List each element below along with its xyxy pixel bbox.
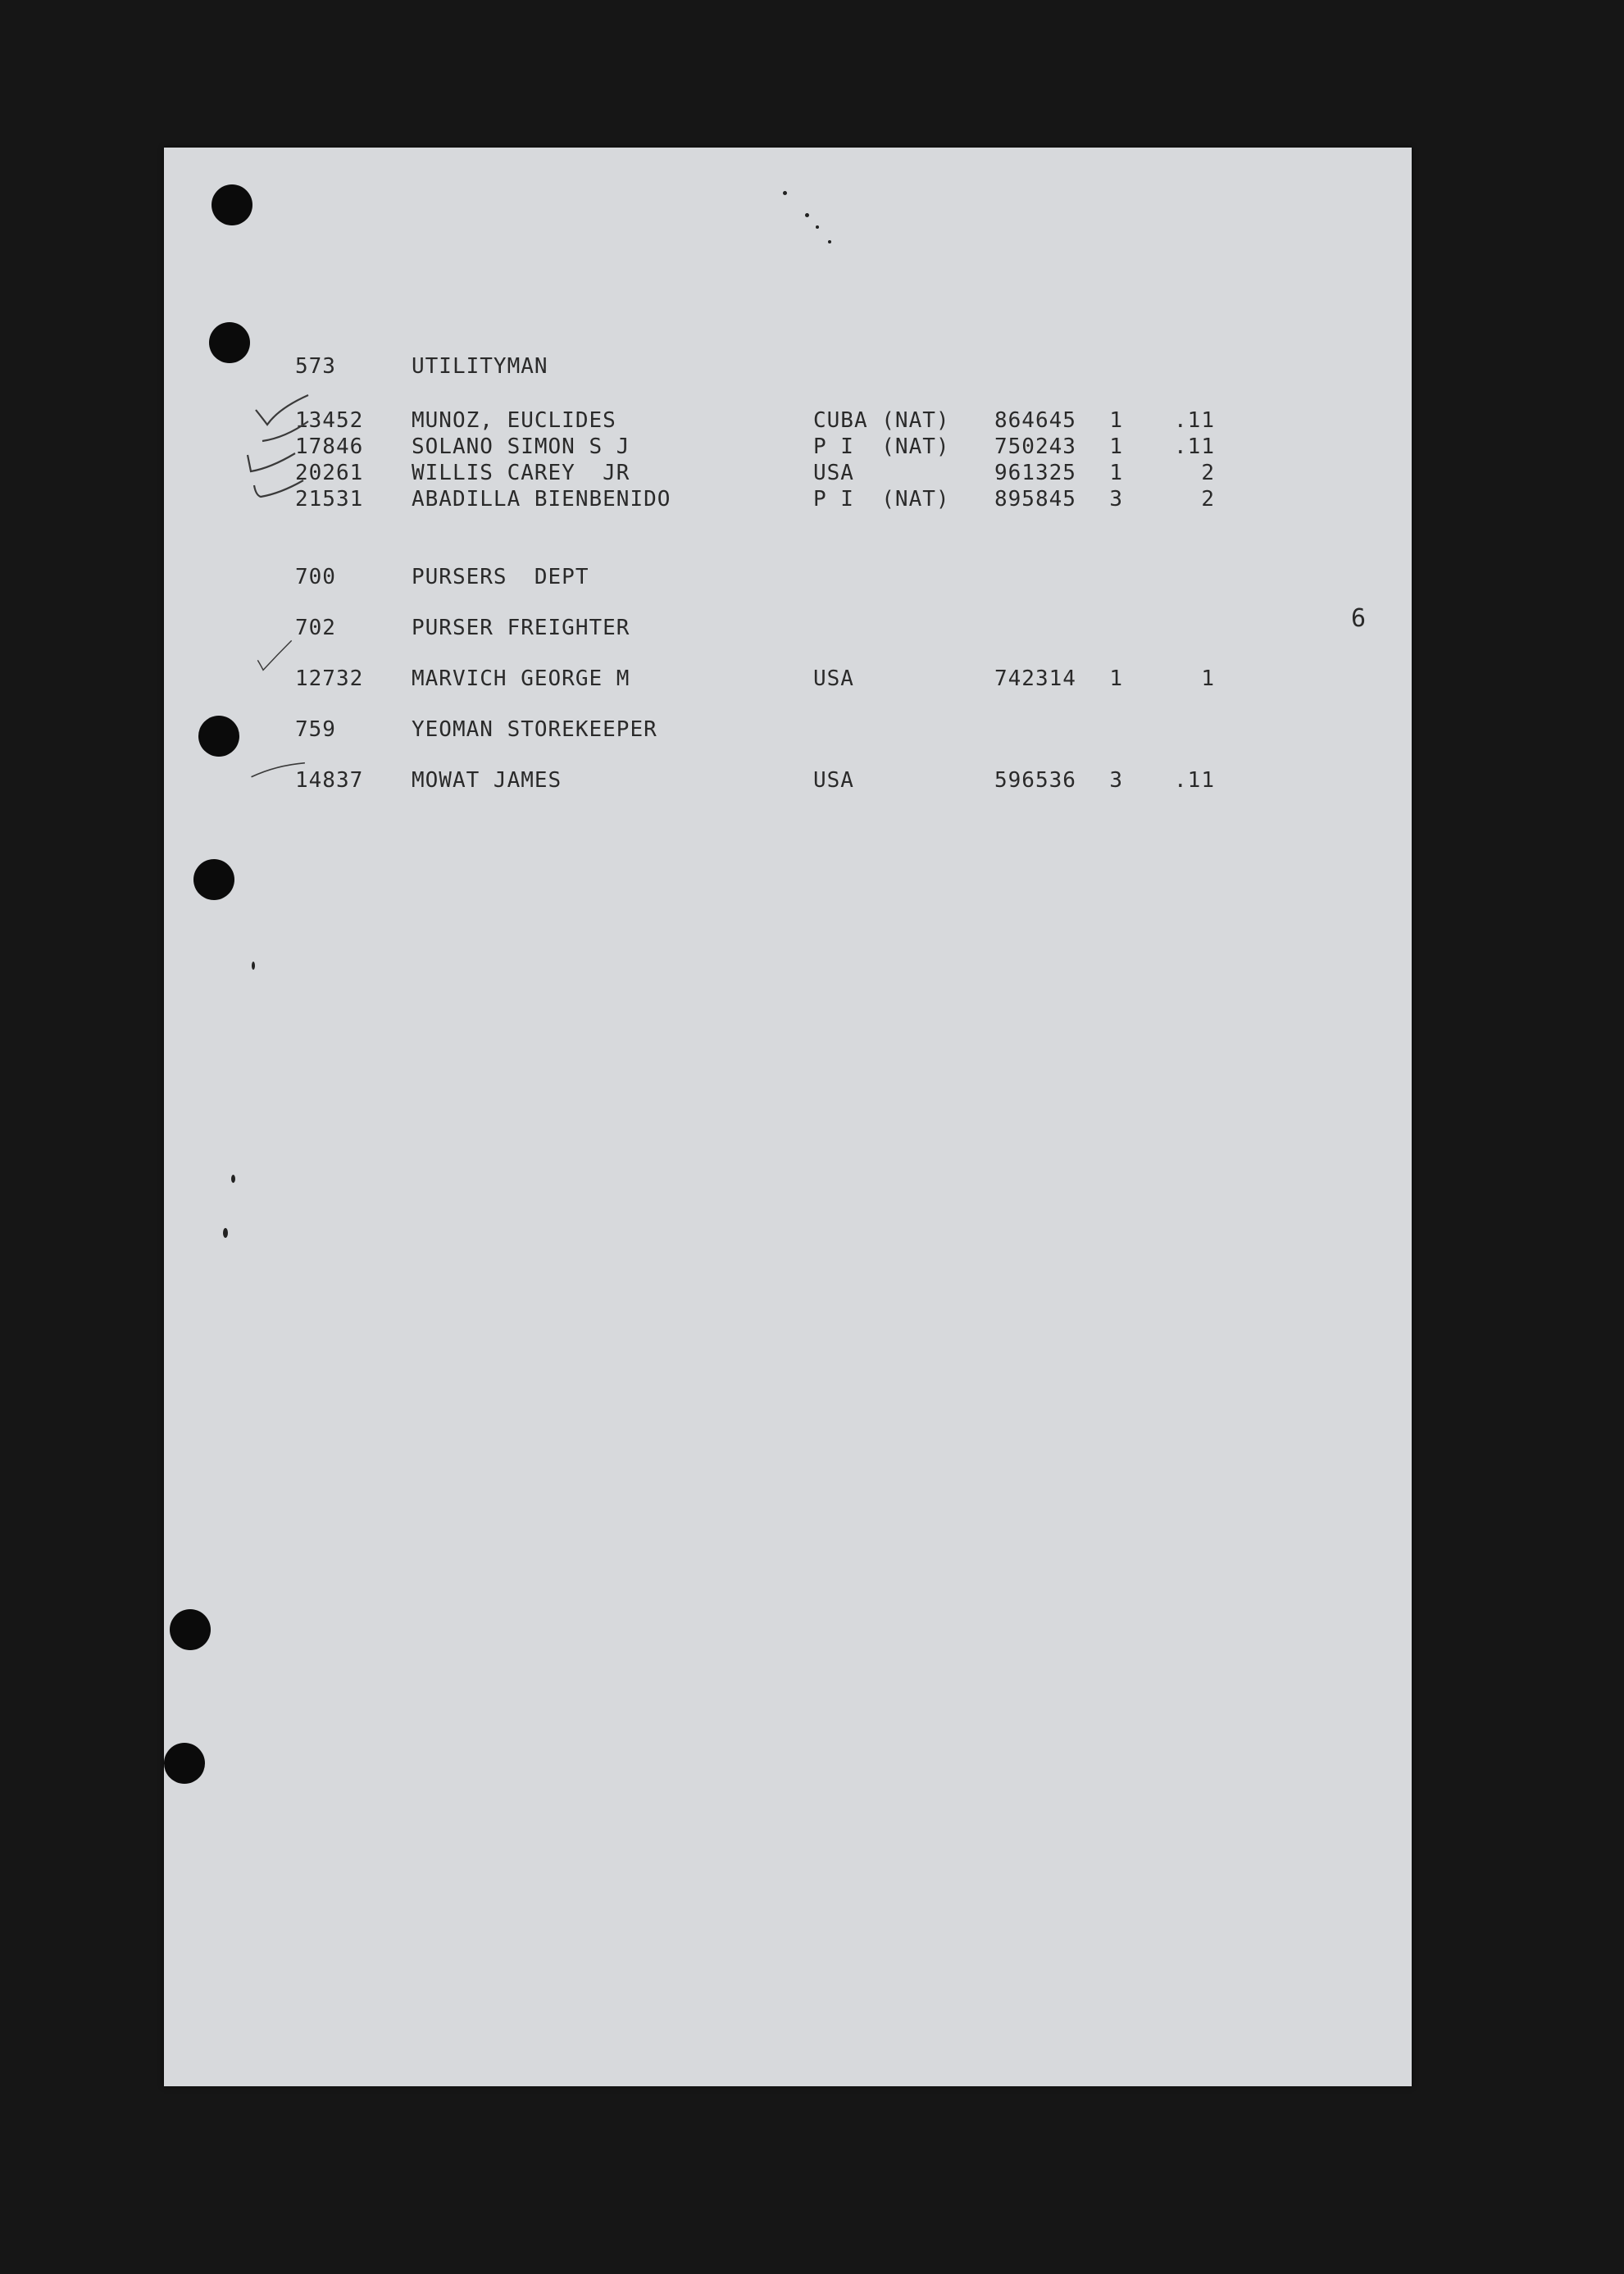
row-number: 961325 xyxy=(994,461,1076,485)
section-title: PURSER FREIGHTER xyxy=(412,616,630,640)
row-nationality: P I (NAT) xyxy=(813,487,950,512)
binder-hole xyxy=(164,1743,205,1784)
section-code: 700 xyxy=(295,565,336,589)
row-number: 750243 xyxy=(994,434,1076,459)
speck xyxy=(783,191,787,195)
row-number: 742314 xyxy=(994,666,1076,691)
row-col-a: 1 xyxy=(1109,408,1123,433)
row-col-a: 1 xyxy=(1109,666,1123,691)
row-col-a: 3 xyxy=(1109,768,1123,793)
row-col-a: 1 xyxy=(1109,434,1123,459)
row-nationality: USA xyxy=(813,768,854,793)
row-nationality: USA xyxy=(813,461,854,485)
row-id: 21531 xyxy=(295,487,364,512)
row-number: 864645 xyxy=(994,408,1076,433)
row-col-b: .11 xyxy=(1174,434,1215,459)
binder-hole xyxy=(212,184,252,225)
binder-hole xyxy=(193,859,234,900)
section-title: PURSERS DEPT xyxy=(412,565,589,589)
row-id: 12732 xyxy=(295,666,364,691)
section-code: 702 xyxy=(295,616,336,640)
binder-hole xyxy=(198,716,239,757)
row-nationality: USA xyxy=(813,666,854,691)
section-code: 573 xyxy=(295,354,336,379)
row-name: SOLANO SIMON S J xyxy=(412,434,630,459)
speck xyxy=(252,962,255,970)
row-col-a: 3 xyxy=(1109,487,1123,512)
row-id: 20261 xyxy=(295,461,364,485)
row-id: 13452 xyxy=(295,408,364,433)
speck xyxy=(223,1228,228,1238)
section-title: UTILITYMAN xyxy=(412,354,548,379)
section-code: 759 xyxy=(295,717,336,742)
row-col-b: 2 xyxy=(1201,461,1215,485)
row-number: 596536 xyxy=(994,768,1076,793)
binder-hole xyxy=(170,1609,211,1650)
row-nationality: CUBA (NAT) xyxy=(813,408,950,433)
row-col-a: 1 xyxy=(1109,461,1123,485)
row-col-b: .11 xyxy=(1174,768,1215,793)
document-page xyxy=(164,148,1412,2086)
speck xyxy=(828,240,831,243)
row-name: MOWAT JAMES xyxy=(412,768,562,793)
row-nationality: P I (NAT) xyxy=(813,434,950,459)
row-name: ABADILLA BIENBENIDO xyxy=(412,487,671,512)
row-id: 17846 xyxy=(295,434,364,459)
section-title: YEOMAN STOREKEEPER xyxy=(412,717,657,742)
binder-hole xyxy=(209,322,250,363)
row-col-b: 1 xyxy=(1201,666,1215,691)
row-number: 895845 xyxy=(994,487,1076,512)
speck xyxy=(805,213,809,217)
row-name: MUNOZ, EUCLIDES xyxy=(412,408,616,433)
row-name: MARVICH GEORGE M xyxy=(412,666,630,691)
row-name: WILLIS CAREY JR xyxy=(412,461,630,485)
margin-mark: 6 xyxy=(1351,604,1367,633)
row-col-b: 2 xyxy=(1201,487,1215,512)
row-id: 14837 xyxy=(295,768,364,793)
speck xyxy=(231,1175,235,1183)
row-col-b: .11 xyxy=(1174,408,1215,433)
speck xyxy=(816,225,819,229)
